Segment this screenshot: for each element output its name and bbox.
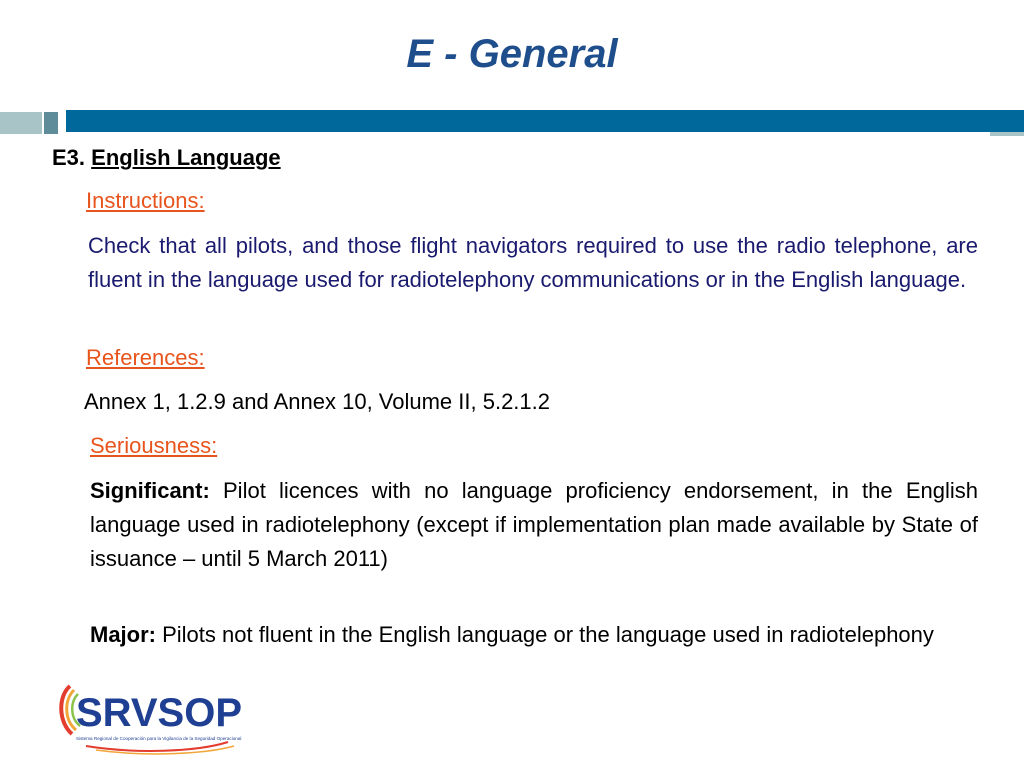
- references-text: Annex 1, 1.2.9 and Annex 10, Volume II, 5.2.1.2: [84, 389, 551, 414]
- slide-title: E - General: [406, 32, 618, 76]
- instructions-label: Instructions:: [86, 188, 205, 213]
- logo-tagline: Sistema Regional de Cooperación para la Vigilancia de la Seguridad Operacional: [76, 736, 242, 741]
- instructions-text: Check that all pilots, and those flight navigators required to use the radio telephone, are fluent in the language used for radiotelephony communications or in the English language.: [88, 233, 978, 292]
- seriousness-label: Seriousness:: [90, 433, 218, 458]
- section-number: E3.: [52, 145, 86, 170]
- logo-wordmark: SRVSOP: [76, 691, 242, 735]
- significant-label: Significant:: [90, 478, 210, 503]
- significant-paragraph: [90, 474, 978, 576]
- section-heading: [52, 141, 281, 175]
- srvsop-logo: [56, 680, 242, 758]
- significant-text: Pilot licences with no language proficiency endorsement, in the English language used in radiotelephony (except if implementation plan made available by State of issuance – until 5 March 2011): [90, 478, 978, 571]
- major-paragraph: [90, 618, 978, 652]
- major-label: Major:: [90, 622, 156, 647]
- section-title: English Language: [91, 145, 281, 170]
- major-text: Pilots not fluent in the English language or the language used in radiotelephony: [156, 622, 934, 647]
- references-label: References:: [86, 345, 205, 370]
